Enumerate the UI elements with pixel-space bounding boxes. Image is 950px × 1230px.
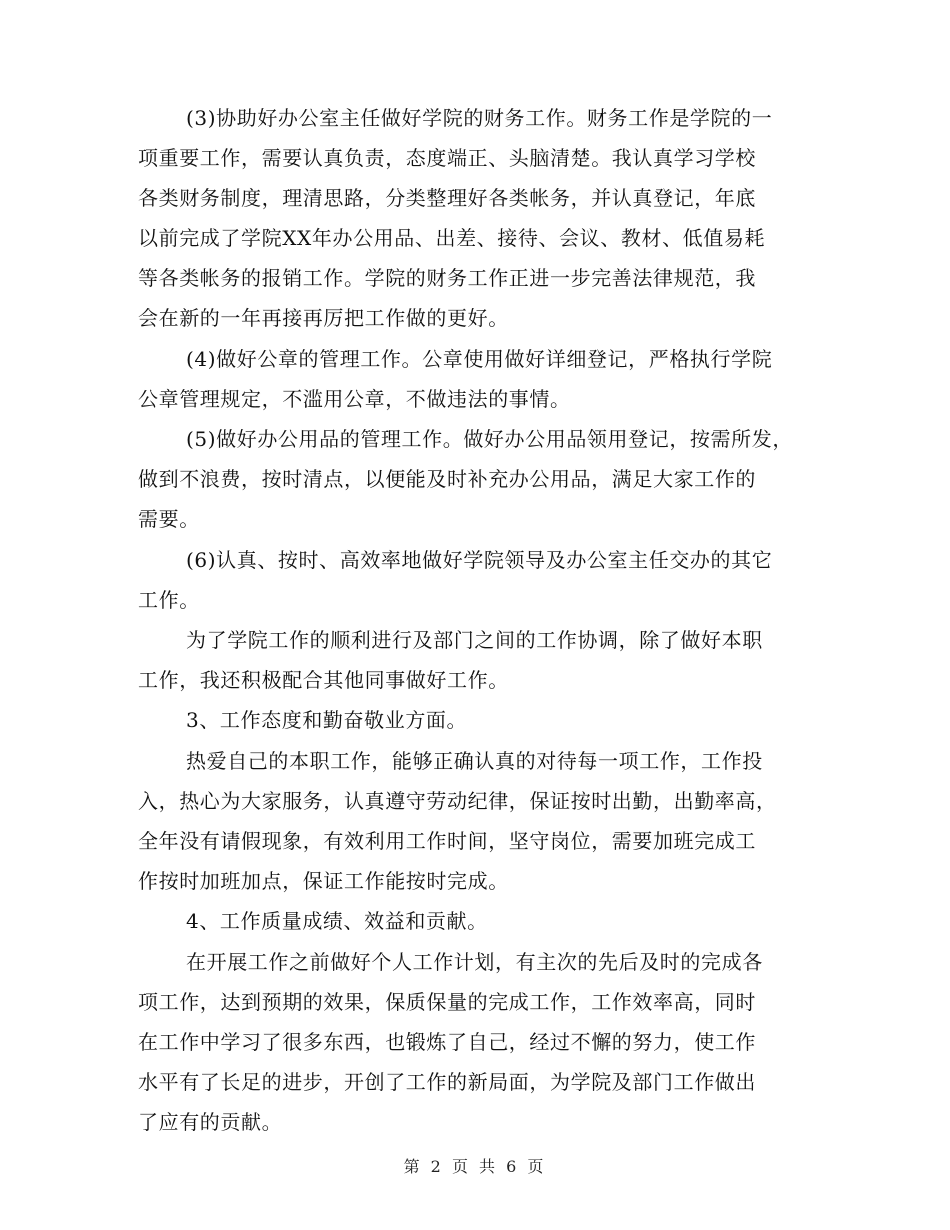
paragraph-line: 水平有了长足的进步，开创了工作的新局面，为学院及部门工作做出: [138, 1070, 756, 1094]
paragraph-line: 全年没有请假现象，有效利用工作时间，坚守岗位，需要加班完成工: [138, 829, 756, 853]
paragraph-line: (3)协助好办公室主任做好学院的财务工作。财务工作是学院的一: [186, 106, 773, 130]
paragraph-line: 作按时加班加点，保证工作能按时完成。: [138, 869, 509, 893]
paragraph-line: 工作，我还积极配合其他同事做好工作。: [138, 668, 509, 692]
section-heading: 3、工作态度和勤奋敬业方面。: [186, 708, 468, 732]
paragraph-line: 在工作中学习了很多东西，也锻炼了自己，经过不懈的努力，使工作: [138, 1030, 756, 1054]
paragraph-line: 了应有的贡献。: [138, 1110, 283, 1134]
page-number-footer: 第 2 页 共 6 页: [403, 1157, 547, 1176]
paragraph-line: 会在新的一年再接再厉把工作做的更好。: [138, 306, 509, 330]
paragraph-line: 工作。: [138, 588, 200, 612]
paragraph-line: 以前完成了学院XX年办公用品、出差、接待、会议、教材、低值易耗: [138, 226, 766, 250]
paragraph-line: 项工作，达到预期的效果，保质保量的完成工作，工作效率高，同时: [138, 990, 756, 1014]
paragraph-line: 入，热心为大家服务，认真遵守劳动纪律，保证按时出勤，出勤率高，: [138, 789, 777, 813]
paragraph-line: 需要。: [138, 507, 200, 531]
paragraph-line: (6)认真、按时、高效率地做好学院领导及办公室主任交办的其它: [186, 548, 773, 572]
paragraph-line: (5)做好办公用品的管理工作。做好办公用品领用登记，按需所发，: [186, 427, 793, 451]
paragraph-line: 等各类帐务的报销工作。学院的财务工作正进一步完善法律规范，我: [138, 266, 756, 290]
paragraph-line: 在开展工作之前做好个人工作计划，有主次的先后及时的完成各: [186, 950, 763, 974]
paragraph-line: 做到不浪费，按时清点，以便能及时补充办公用品，满足大家工作的: [138, 467, 756, 491]
paragraph-line: 各类财务制度，理清思路，分类整理好各类帐务，并认真登记，年底: [138, 186, 756, 210]
paragraph-line: (4)做好公章的管理工作。公章使用做好详细登记，严格执行学院: [186, 347, 773, 371]
paragraph-line: 为了学院工作的顺利进行及部门之间的工作协调，除了做好本职: [186, 628, 763, 652]
paragraph-line: 热爱自己的本职工作，能够正确认真的对待每一项工作，工作投: [186, 749, 763, 773]
paragraph-line: 项重要工作，需要认真负责，态度端正、头脑清楚。我认真学习学校: [138, 146, 756, 170]
section-heading: 4、工作质量成绩、效益和贡献。: [186, 909, 488, 933]
paragraph-line: 公章管理规定，不滥用公章，不做违法的事情。: [138, 387, 571, 411]
